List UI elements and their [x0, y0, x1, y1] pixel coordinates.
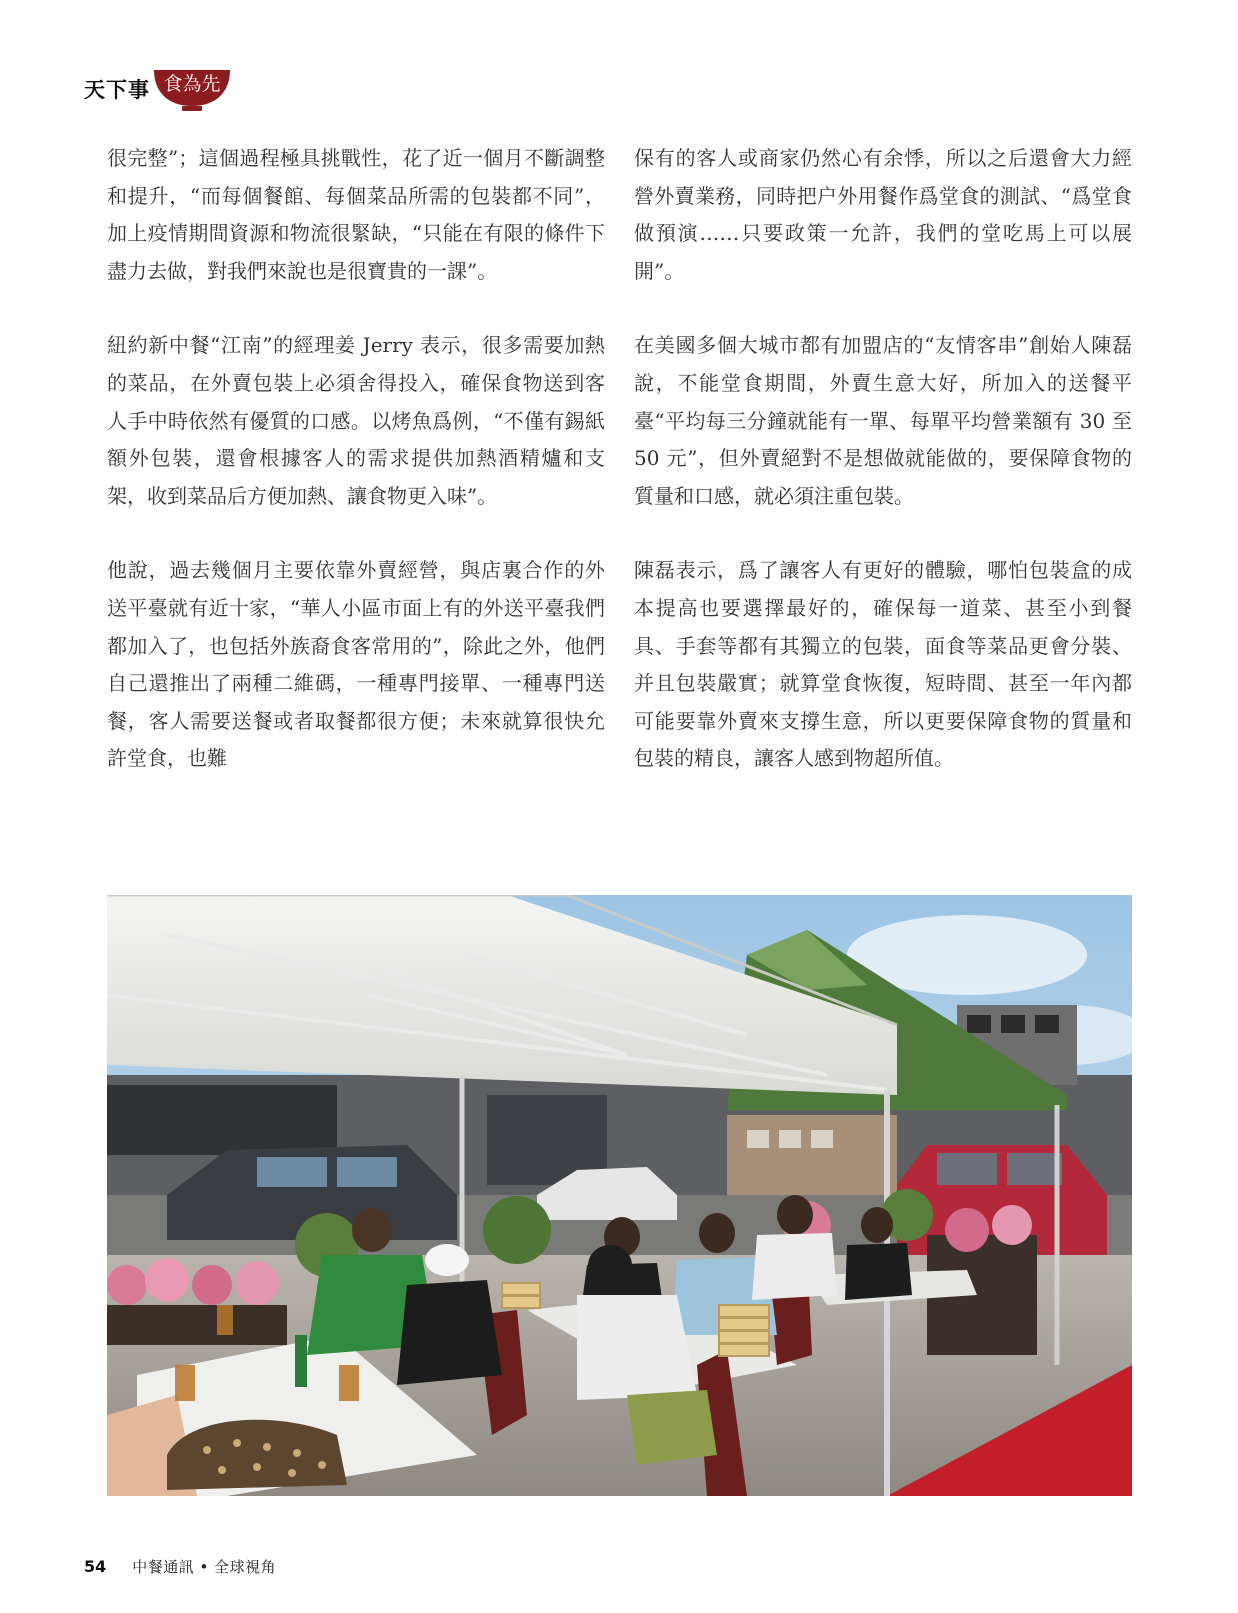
page-number: 54 [84, 1556, 107, 1576]
article-column-right [634, 140, 1132, 815]
section-header [84, 68, 230, 112]
section-title: 天下事 [84, 78, 150, 102]
page-footer [84, 1552, 276, 1580]
bowl-badge [154, 68, 230, 112]
paragraph: 他說，過去幾個月主要依靠外賣經營，與店裏合作的外送平臺就有近十家，“華人小區市面上有的外送平臺我們都加入了，也包括外族裔食客常用的”，除此之外，他們自己還推出了兩種二維碼，一種專門接單、一種專門送餐，客人需要送餐或者取餐都很方便；未來就算很快允許堂食，也難 [107, 558, 605, 771]
paragraph: 很完整”；這個過程極具挑戰性，花了近一個月不斷調整和提升，“而每個餐館、每個菜品所需的包裝都不同”，加上疫情期間資源和物流很緊缺，“只能在有限的條件下盡力去做，對我們來說也是很寶貴的一課”。 [107, 146, 605, 283]
paragraph: 在美國多個大城市都有加盟店的“友情客串”創始人陳磊說，不能堂食期間，外賣生意大好，所加入的送餐平臺“平均每三分鐘就能有一單、每單平均營業額有 30 至 50 元”，但外賣絕對不是想做就能做的，要保障食物的質量和口感，就必須注重包裝。 [634, 333, 1132, 508]
photo-illustration [107, 895, 1132, 1496]
paragraph: 紐約新中餐“江南”的經理姜 Jerry 表示，很多需要加熱的菜品，在外賣包裝上必須舍得投入，確保食物送到客人手中時依然有優質的口感。以烤魚爲例，“不僅有錫紙額外包裝，還會根據客人的需求提供加熱酒精爐和支架，收到菜品后方便加熱、讓食物更入味”。 [107, 333, 605, 508]
outdoor-dining-photo [107, 895, 1132, 1496]
publication-name: 中餐通訊 • 全球視角 [132, 1557, 277, 1576]
paragraph: 陳磊表示，爲了讓客人有更好的體驗，哪怕包裝盒的成本提高也要選擇最好的，確保每一道菜、甚至小到餐具、手套等都有其獨立的包裝，面食等菜品更會分裝、并且包裝嚴實；就算堂食恢復，短時間、甚至一年內都可能要靠外賣來支撐生意，所以更要保障食物的質量和包裝的精良，讓客人感到物超所值。 [634, 558, 1132, 771]
paragraph: 保有的客人或商家仍然心有余悸，所以之后還會大力經營外賣業務，同時把户外用餐作爲堂食的測試、“爲堂食做預演……只要政策一允許，我們的堂吃馬上可以展開”。 [634, 146, 1132, 283]
article-column-left [107, 140, 605, 815]
section-subtitle: 食為先 [163, 73, 221, 95]
